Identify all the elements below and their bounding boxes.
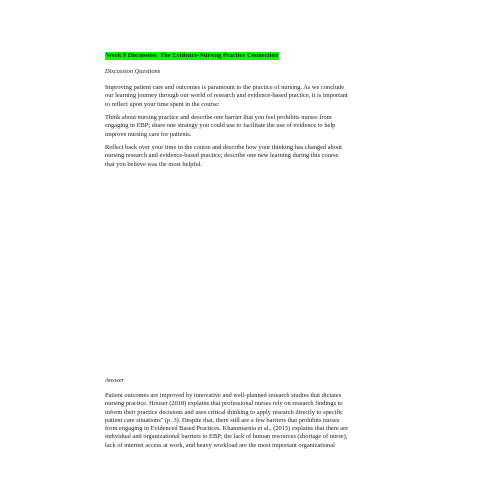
document-title: Week 8 Discussion: The Evidence-Nursing Practice Connection [106,52,279,59]
section-label-discussion-questions: Discussion Questions [105,68,161,75]
paragraph-line: Patient outcomes are improved by innovative and well-planned research studies that dictates [105,392,342,399]
intro-paragraph [105,84,405,109]
paragraph-line: engaging in EBP; share one strategy you could use to facilitate the use of evidence to help [105,122,336,130]
question-1-paragraph [105,114,405,139]
paragraph-line: that you believe was the most helpful. [105,160,203,168]
answer-label: Answer [105,377,125,384]
question-2-paragraph [105,144,405,169]
paragraph-line: lack of internet access at work, and heavy workload are the most important organizational [105,441,335,449]
paragraph-line: improve nursing care for patients. [105,130,192,138]
paragraph-line: from engaging in Evidenced Based Practices. Khammarnia et al., (2015) explains that there are [105,425,349,433]
paragraph-line: to reflect upon your time spent in the course: [105,100,220,108]
paragraph-line: patient care situations" (p. 3). Despite that, there still are a few barriers that prohibits nurses [105,416,340,424]
paragraph-line: nursing practice. Houser (2018) explains that professional nurses rely on research findings to [105,400,343,408]
paragraph-line: Improving patient care and outcomes is paramount to the practice of nursing. As we conclude [105,84,345,91]
paragraph-line: inform their practice decisions and uses critical thinking to apply research directly to specific [105,408,343,416]
paragraph-line: individual and organizational barriers to EBP; the lack of human resources (shortage of nurse), [105,433,348,441]
paragraph-line: Reflect back over your time in the course and describe how your thinking has changed about [105,144,342,151]
paragraph-line: our learning journey through our world of research and evidence-based practice, it is important [105,92,348,100]
answer-paragraph [105,392,405,450]
paragraph-line: nursing research and evidence-based practice; describe one new learning during this course [105,152,339,160]
paragraph-line: Think about nursing practice and describe one barrier that you feel prohibits nurses from [105,114,332,121]
